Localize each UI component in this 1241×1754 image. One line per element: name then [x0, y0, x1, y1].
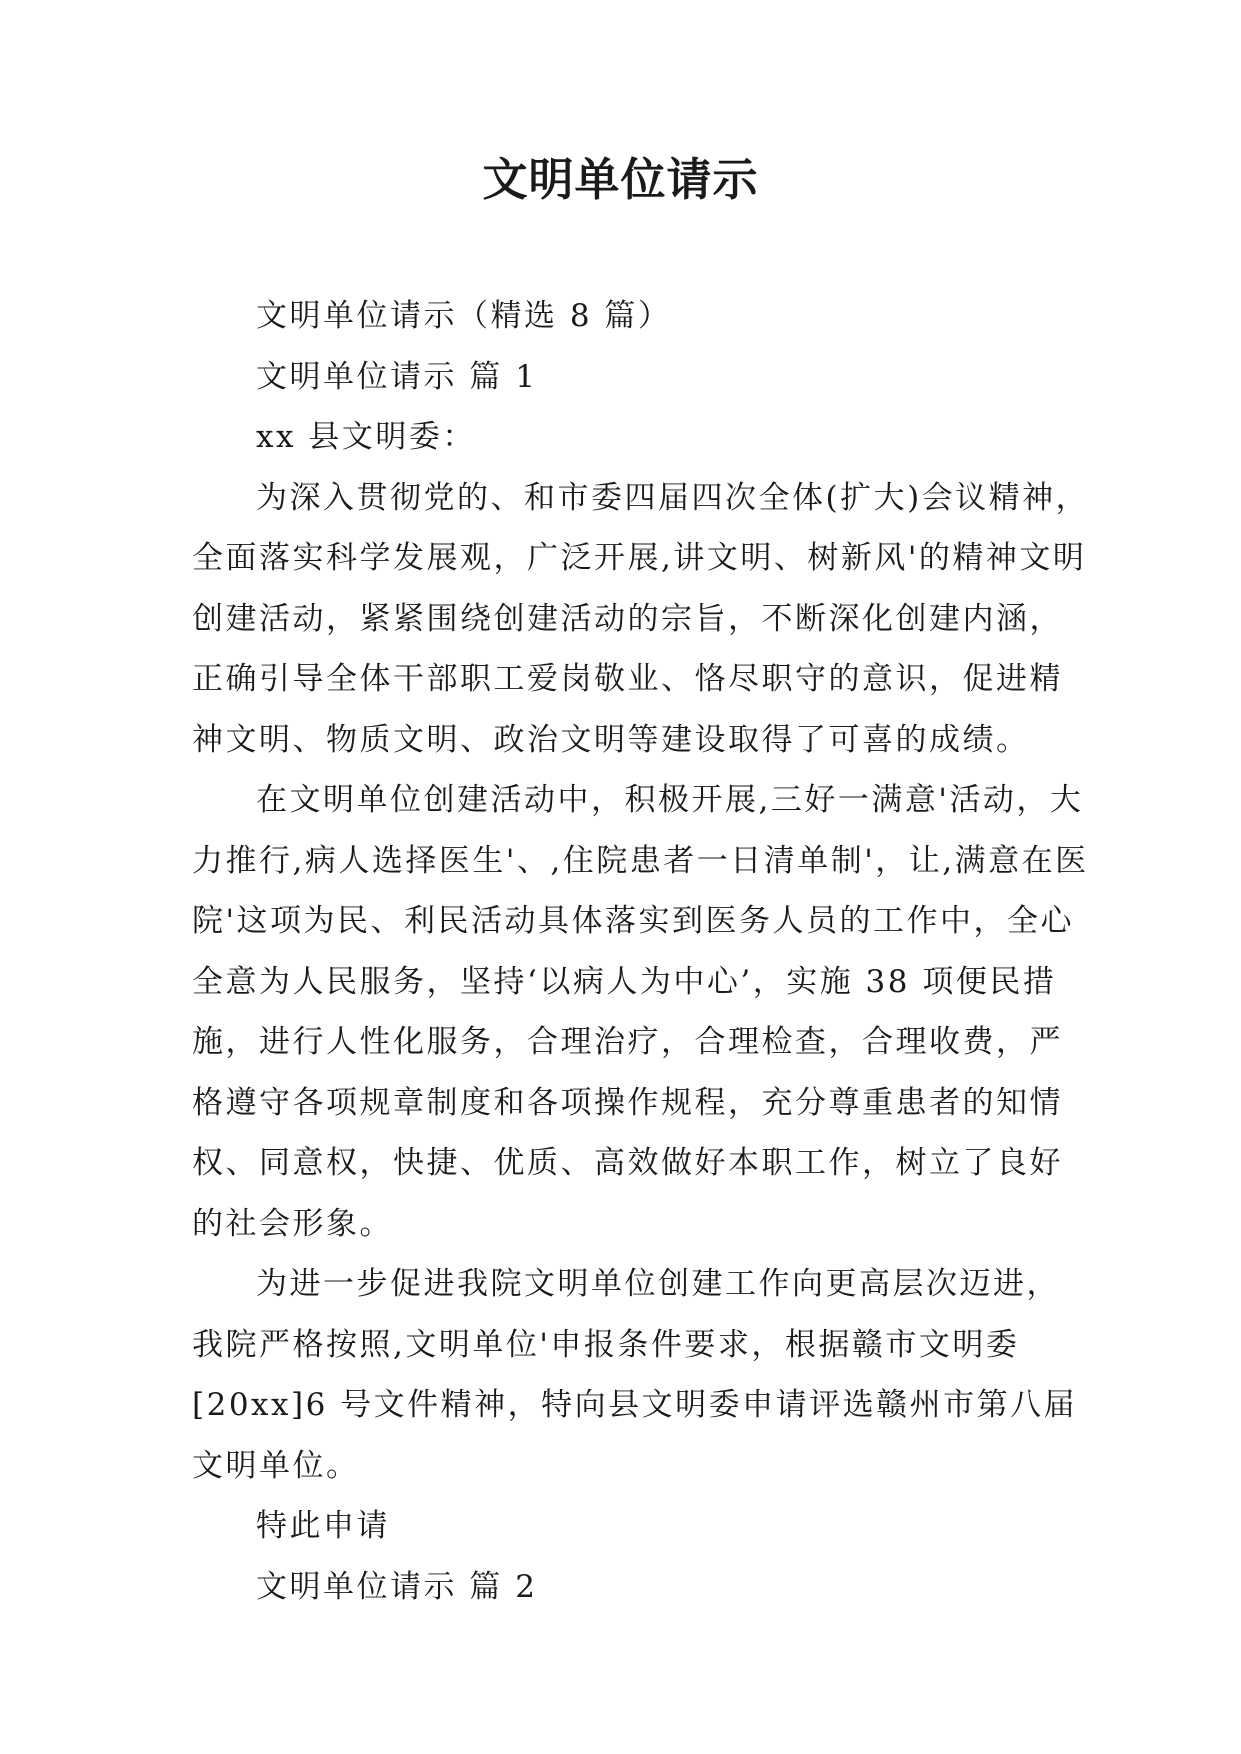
- paragraph-line: 正确引导全体干部职工爱岗敬业、恪尽职守的意识，促进精: [192, 661, 1063, 697]
- paragraph-line: 全意为人民服务，坚持‘以病人为中心’，实施 38 项便民措: [192, 963, 1057, 1000]
- paragraph-line: 我院严格按照,文明单位'申报条件要求，根据赣市文明委: [192, 1326, 1020, 1363]
- paragraph-line: [20xx]6 号文件精神，特向县文明委申请评选赣州市第八届: [192, 1387, 1078, 1423]
- paragraph-line: 为进一步促进我院文明单位创建工作向更高层次迈进，: [256, 1266, 1060, 1302]
- document-subtitle: 文明单位请示（精选 8 篇）: [256, 298, 672, 334]
- paragraph-line: 格遵守各项规章制度和各项操作规程，充分尊重患者的知情: [192, 1084, 1063, 1121]
- paragraph-line: 创建活动，紧紧围绕创建活动的宗旨，不断深化创建内涵，: [192, 600, 1063, 637]
- document-title: 文明单位请示: [482, 153, 759, 206]
- closing-line: 特此申请: [256, 1508, 390, 1544]
- section-heading: 文明单位请示 篇 1: [256, 358, 538, 395]
- paragraph-line: 权、同意权，快捷、优质、高效做好本职工作，树立了良好: [192, 1145, 1063, 1181]
- salutation: xx 县文明委：: [256, 419, 476, 455]
- paragraph-line: 在文明单位创建活动中，积极开展,三好一满意'活动，大: [256, 782, 1084, 818]
- paragraph-line: 院'这项为民、利民活动具体落实到医务人员的工作中，全心: [192, 903, 1075, 939]
- paragraph-line: 的社会形象。: [192, 1205, 393, 1242]
- paragraph-line: 文明单位。: [192, 1447, 360, 1484]
- paragraph-line: 力推行,病人选择医生'、,住院患者一日清单制'，让,满意在医: [192, 842, 1089, 879]
- section-heading: 文明单位请示 篇 2: [256, 1568, 538, 1605]
- document-body: [192, 286, 1090, 1617]
- paragraph-line: 全面落实科学发展观，广泛开展,讲文明、树新风'的精神文明: [192, 540, 1087, 576]
- paragraph-line: 施，进行人性化服务，合理治疗，合理检查，合理收费，严: [192, 1024, 1063, 1060]
- paragraph-line: 神文明、物质文明、政治文明等建设取得了可喜的成绩。: [192, 721, 1030, 758]
- paragraph-line: 为深入贯彻党的、和市委四届四次全体(扩大)会议精神，: [256, 479, 1090, 516]
